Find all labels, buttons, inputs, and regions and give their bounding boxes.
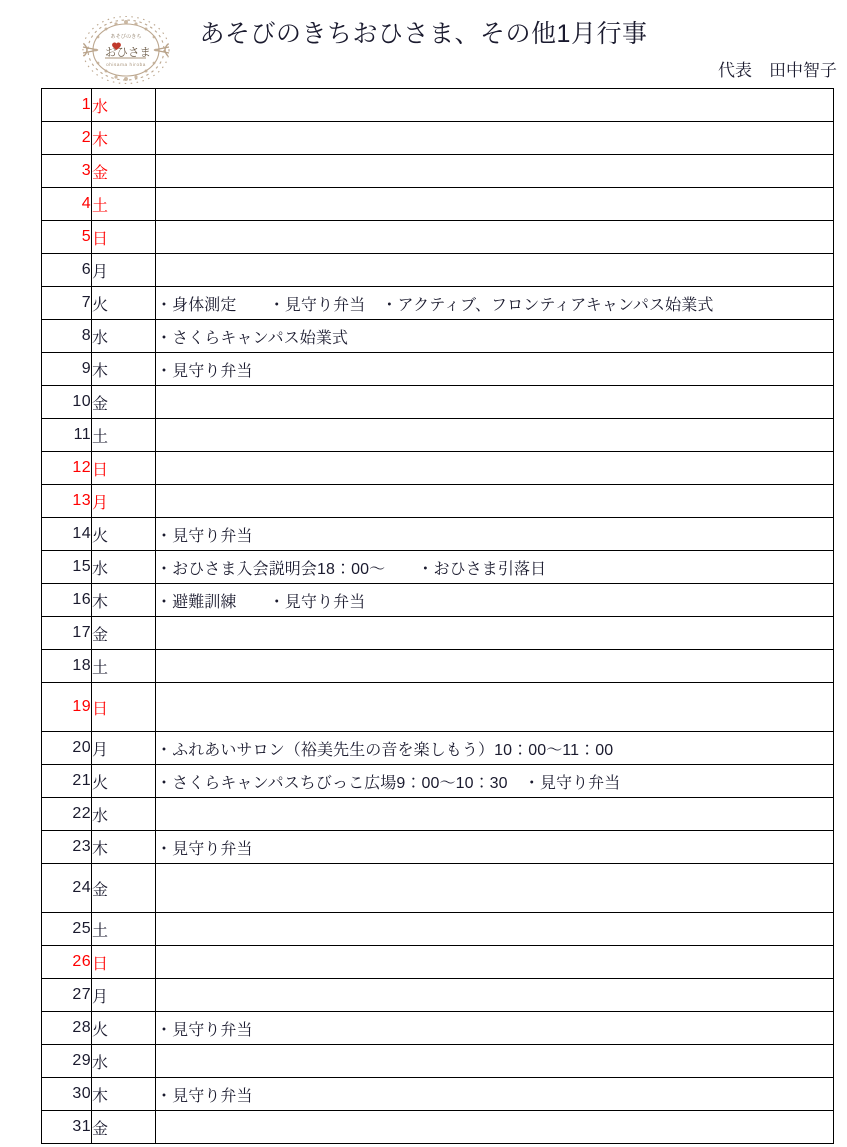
day-number-cell: 29 <box>42 1045 92 1078</box>
day-number-cell: 10 <box>42 386 92 419</box>
table-row <box>42 650 834 683</box>
table-row <box>42 518 834 551</box>
day-number-cell: 12 <box>42 452 92 485</box>
day-number-cell: 20 <box>42 732 92 765</box>
day-number-cell: 16 <box>42 584 92 617</box>
day-number-cell: 9 <box>42 353 92 386</box>
weekday-cell: 土 <box>92 419 156 452</box>
events-cell <box>156 946 834 979</box>
weekday-cell: 木 <box>92 1078 156 1111</box>
weekday-cell: 水 <box>92 89 156 122</box>
day-number-cell: 5 <box>42 221 92 254</box>
table-row <box>42 1045 834 1078</box>
svg-text:ohisama hiroba: ohisama hiroba <box>106 62 146 67</box>
weekday-cell: 土 <box>92 188 156 221</box>
weekday-cell: 月 <box>92 485 156 518</box>
day-number-cell: 27 <box>42 979 92 1012</box>
weekday-cell: 火 <box>92 518 156 551</box>
day-number-cell: 1 <box>42 89 92 122</box>
events-cell <box>156 979 834 1012</box>
events-cell <box>156 155 834 188</box>
table-row <box>42 584 834 617</box>
events-cell: ・見守り弁当 <box>156 1078 834 1111</box>
day-number-cell: 18 <box>42 650 92 683</box>
weekday-cell: 金 <box>92 617 156 650</box>
day-number-cell: 6 <box>42 254 92 287</box>
table-row <box>42 1078 834 1111</box>
day-number-cell: 21 <box>42 765 92 798</box>
events-cell <box>156 798 834 831</box>
weekday-cell: 土 <box>92 650 156 683</box>
day-number-cell: 31 <box>42 1111 92 1144</box>
events-cell: ・身体測定 ・見守り弁当 ・アクティブ、フロンティアキャンパス始業式 <box>156 287 834 320</box>
table-row <box>42 320 834 353</box>
day-number-cell: 24 <box>42 864 92 913</box>
weekday-cell: 日 <box>92 452 156 485</box>
calendar-rows <box>42 89 834 1144</box>
day-number-cell: 25 <box>42 913 92 946</box>
table-row <box>42 617 834 650</box>
day-number-cell: 7 <box>42 287 92 320</box>
table-row <box>42 1012 834 1045</box>
weekday-cell: 水 <box>92 320 156 353</box>
page-title: あそびのきちおひさま、その他1月行事 <box>199 20 648 48</box>
calendar-container <box>41 88 833 1144</box>
events-cell <box>156 913 834 946</box>
events-cell <box>156 683 834 732</box>
table-row <box>42 551 834 584</box>
day-number-cell: 30 <box>42 1078 92 1111</box>
weekday-cell: 日 <box>92 946 156 979</box>
events-cell <box>156 1045 834 1078</box>
day-number-cell: 19 <box>42 683 92 732</box>
day-number-cell: 15 <box>42 551 92 584</box>
events-cell <box>156 485 834 518</box>
table-row <box>42 683 834 732</box>
weekday-cell: 月 <box>92 254 156 287</box>
table-row <box>42 287 834 320</box>
svg-text:おひさま: おひさま <box>105 47 151 59</box>
events-cell: ・ふれあいサロン（裕美先生の音を楽しもう）10：00〜11：00 <box>156 732 834 765</box>
table-row <box>42 946 834 979</box>
weekday-cell: 金 <box>92 386 156 419</box>
events-cell <box>156 452 834 485</box>
day-number-cell: 8 <box>42 320 92 353</box>
table-row <box>42 798 834 831</box>
weekday-cell: 水 <box>92 551 156 584</box>
table-row <box>42 89 834 122</box>
day-number-cell: 14 <box>42 518 92 551</box>
weekday-cell: 水 <box>92 1045 156 1078</box>
table-row <box>42 1111 834 1144</box>
events-cell: ・さくらキャンパスちびっこ広場9：00〜10：30 ・見守り弁当 <box>156 765 834 798</box>
table-row <box>42 979 834 1012</box>
weekday-cell: 木 <box>92 584 156 617</box>
table-row <box>42 732 834 765</box>
table-row <box>42 864 834 913</box>
events-cell: ・見守り弁当 <box>156 353 834 386</box>
day-number-cell: 2 <box>42 122 92 155</box>
weekday-cell: 土 <box>92 913 156 946</box>
table-row <box>42 452 834 485</box>
day-number-cell: 23 <box>42 831 92 864</box>
day-number-cell: 11 <box>42 419 92 452</box>
weekday-cell: 火 <box>92 287 156 320</box>
events-cell: ・おひさま入会説明会18：00〜 ・おひさま引落日 <box>156 551 834 584</box>
monthly-schedule-table <box>41 88 834 1144</box>
table-row <box>42 254 834 287</box>
events-cell <box>156 221 834 254</box>
table-row <box>42 485 834 518</box>
table-row <box>42 122 834 155</box>
representative-name: 代表 田中智子 <box>718 61 837 80</box>
events-cell: ・見守り弁当 <box>156 1012 834 1045</box>
weekday-cell: 金 <box>92 155 156 188</box>
table-row <box>42 155 834 188</box>
day-number-cell: 17 <box>42 617 92 650</box>
weekday-cell: 日 <box>92 221 156 254</box>
events-cell: ・さくらキャンパス始業式 <box>156 320 834 353</box>
table-row <box>42 221 834 254</box>
events-cell <box>156 1111 834 1144</box>
events-cell: ・見守り弁当 <box>156 518 834 551</box>
day-number-cell: 22 <box>42 798 92 831</box>
weekday-cell: 月 <box>92 732 156 765</box>
weekday-cell: 日 <box>92 683 156 732</box>
weekday-cell: 金 <box>92 864 156 913</box>
table-row <box>42 765 834 798</box>
table-row <box>42 386 834 419</box>
events-cell <box>156 188 834 221</box>
events-cell <box>156 386 834 419</box>
day-number-cell: 13 <box>42 485 92 518</box>
events-cell <box>156 419 834 452</box>
events-cell: ・見守り弁当 <box>156 831 834 864</box>
weekday-cell: 火 <box>92 1012 156 1045</box>
weekday-cell: 木 <box>92 353 156 386</box>
weekday-cell: 水 <box>92 798 156 831</box>
document-header <box>0 0 847 88</box>
weekday-cell: 金 <box>92 1111 156 1144</box>
table-row <box>42 913 834 946</box>
events-cell <box>156 650 834 683</box>
table-row <box>42 188 834 221</box>
table-row <box>42 353 834 386</box>
table-row <box>42 419 834 452</box>
weekday-cell: 木 <box>92 122 156 155</box>
events-cell <box>156 122 834 155</box>
events-cell: ・避難訓練 ・見守り弁当 <box>156 584 834 617</box>
day-number-cell: 26 <box>42 946 92 979</box>
day-number-cell: 4 <box>42 188 92 221</box>
weekday-cell: 木 <box>92 831 156 864</box>
day-number-cell: 28 <box>42 1012 92 1045</box>
events-cell <box>156 89 834 122</box>
table-row <box>42 831 834 864</box>
weekday-cell: 火 <box>92 765 156 798</box>
svg-text:あそびのきち: あそびのきち <box>110 34 142 40</box>
events-cell <box>156 864 834 913</box>
events-cell <box>156 254 834 287</box>
weekday-cell: 月 <box>92 979 156 1012</box>
events-cell <box>156 617 834 650</box>
day-number-cell: 3 <box>42 155 92 188</box>
